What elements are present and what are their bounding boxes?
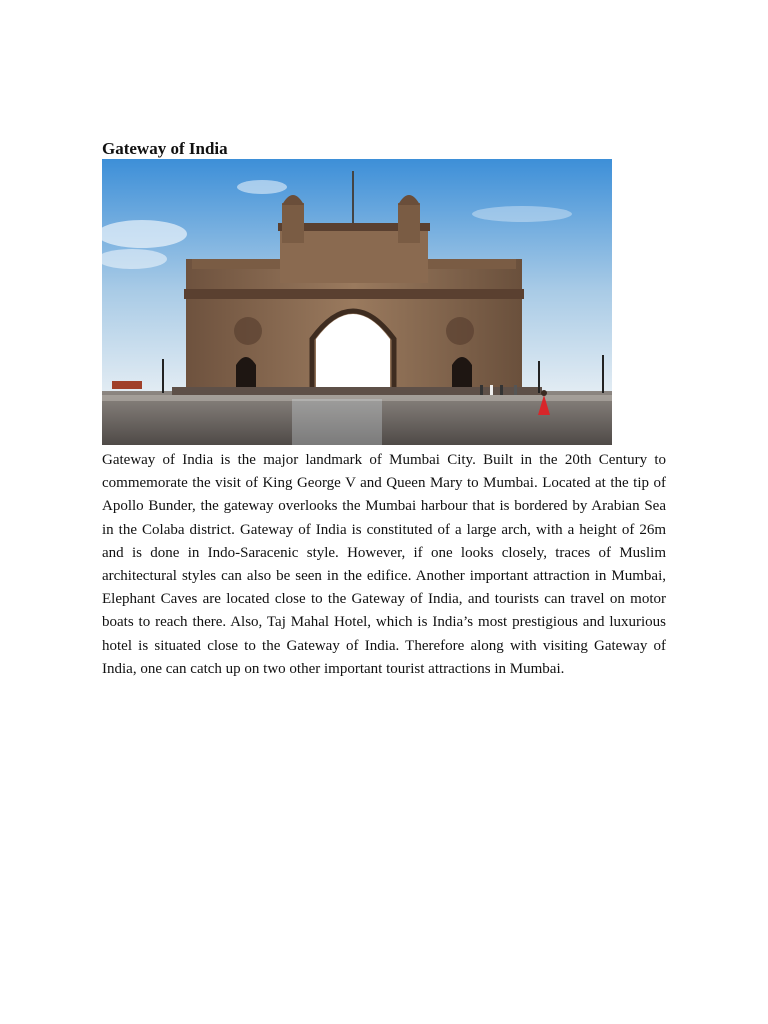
gateway-photo: [102, 159, 612, 445]
page-title: Gateway of India: [102, 139, 228, 158]
body-paragraph: Gateway of India is the major landmark of Mumbai City. Built in the 20th Century to commemorate the visit of King George V and Queen Mary to Mumbai. Located at the tip of Apollo Bunder, the gateway overlooks the Mumbai harbour that is bordered by Arabian Sea in the Colaba district. Gateway of India is constituted of a large arch, with a height of 26m and is done in Indo-Saracenic style. However, if one looks closely, traces of Muslim architectural styles can also be seen in the edifice. Another important attraction in Mumbai, Elephant Caves are located close to the Gateway of India, and tourists can travel on motor boats to reach there. Also, Taj Mahal Hotel, which is India’s most prestigious and luxurious hotel is situated close to the Gateway of India. Therefore along with visiting Gateway of India, one can catch up on two other important tourist attractions in Mumbai.: [102, 452, 666, 677]
gateway-illustration: [102, 159, 612, 445]
